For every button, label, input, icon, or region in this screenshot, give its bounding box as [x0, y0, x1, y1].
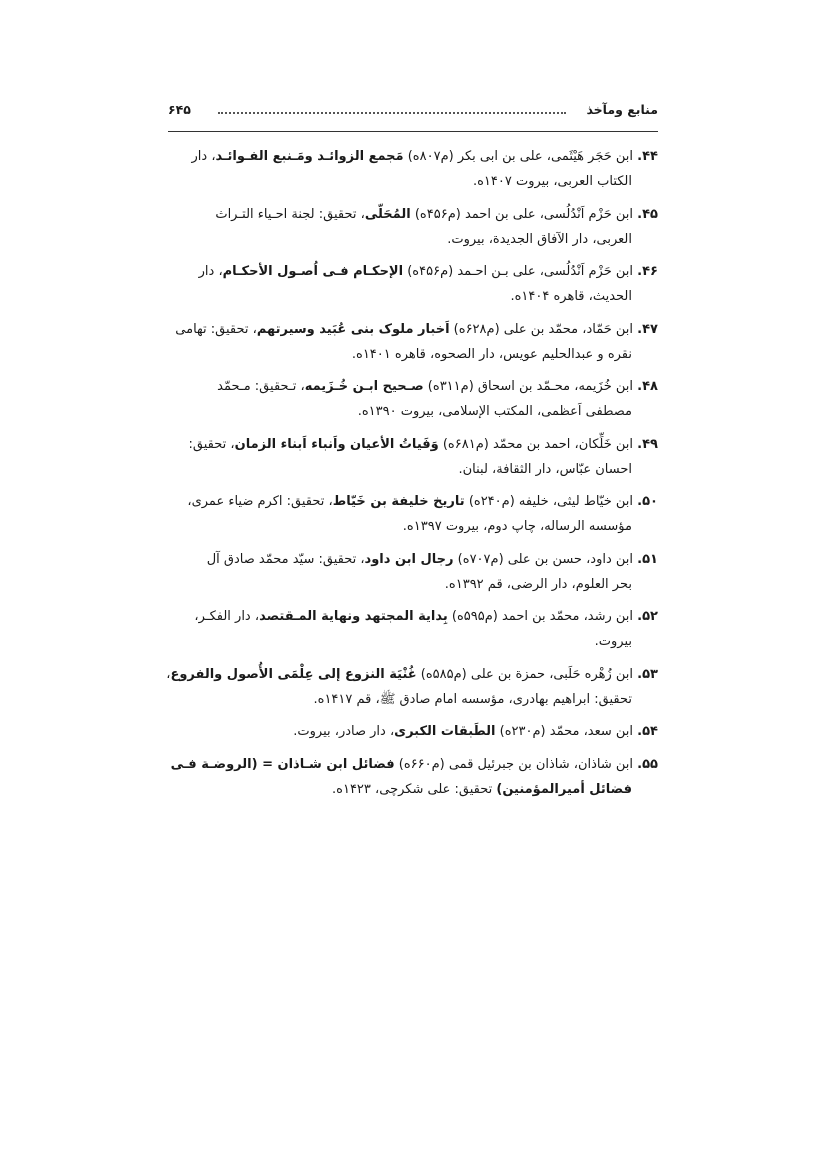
entry-line — [168, 604, 658, 629]
entry-text: ابن شاذان، شاذان بن جبرئیل قمی (م۶۶۰ه) — [398, 756, 634, 772]
entry-line — [168, 752, 658, 777]
entry-number: ۵۴. — [637, 724, 658, 739]
entry-line — [168, 719, 658, 744]
page-number: ۶۴۵ — [168, 102, 191, 117]
entry-text-after: ، — [166, 666, 171, 682]
entry-text: ابن خیّاط لیثی، خلیفه (م۲۴۰ه) — [468, 494, 634, 509]
bibliography-entry — [168, 547, 658, 597]
entry-text: مؤسسه الرساله، چاپ دوم، بیروت ۱۳۹۷ه. — [402, 519, 632, 534]
entry-text: احسان عبّاس، دار الثقافة، لبنان. — [458, 461, 632, 477]
entry-text-after: ، دار صادر، بیروت. — [293, 724, 395, 739]
entry-line — [168, 144, 658, 169]
bibliography-entry — [168, 662, 658, 712]
entry-text-after: ، دار الفکـر، — [194, 609, 260, 624]
entry-text-after: ، تحقیق: — [188, 436, 235, 452]
entry-text: ابن داود، حسن بن علی (م۷۰۷ه) — [457, 551, 634, 567]
work-title: تاریخ خلیفة بن خَیّاط — [332, 494, 465, 509]
entry-number: ۵۱. — [637, 551, 658, 567]
entry-text: ابن حَجَر هَیْثَمی، علی بن ابی بکر (م۸۰۷ه) — [407, 149, 634, 164]
entry-line — [168, 342, 658, 367]
work-title: مَجمع الزوائـد ومَـنبع الفـوائـد — [215, 149, 404, 164]
entry-text: الکتاب العربی، بیروت ۱۴۰۷ه. — [472, 174, 632, 189]
entry-line — [168, 317, 658, 342]
entry-text: تحقیق: ابراهیم بهادری، مؤسسه امام صادق ﷺ، قم ۱۴۱۷ه. — [313, 691, 632, 707]
work-title: وَفَیاتُ الأعیان واَنباء اَبناء الزمان — [234, 436, 439, 452]
entry-line — [168, 259, 658, 284]
entry-number: ۴۸. — [637, 379, 658, 394]
entry-text: ابن سعد، محمّد (م۲۳۰ه) — [499, 724, 634, 739]
entry-line — [168, 547, 658, 572]
work-title: صـحیح ابـن خُـزَیمه — [304, 379, 424, 394]
entry-number: ۴۶. — [637, 264, 658, 279]
entry-line — [168, 662, 658, 687]
entry-text: العربی، دار الآفاق الجدیدة، بیروت. — [447, 231, 632, 247]
bibliography-list — [168, 144, 658, 809]
entry-line — [168, 432, 658, 457]
bibliography-entry — [168, 489, 658, 539]
entry-line — [168, 687, 658, 712]
bibliography-entry — [168, 432, 658, 482]
work-title: الإحکـام فـی اُصـول الأحکـام — [222, 264, 404, 279]
entry-text: نقره و عبدالحلیم عویس، دار الصحوه، قاهره ۱۴۰۱ه. — [351, 346, 632, 362]
entry-number: ۵۵. — [637, 756, 658, 772]
work-title: الطَبقات الکبری — [394, 724, 496, 739]
entry-text-after: ، تحقیق: لجنة احـیاء التـراث — [215, 206, 365, 222]
work-title: فضائل أمیرالمؤمنین) — [496, 781, 632, 797]
bibliography-entry — [168, 202, 658, 252]
entry-text: ابن حَزْم اَنْدُلُسی، علی بـن احـمد (م۴۵۶ه) — [407, 264, 634, 279]
entry-text: ابن زُهْره حَلَبی، حمزة بن علی (م۵۸۵ه) — [420, 666, 634, 682]
entry-text: ابن رشد، محمّد بن احمد (م۵۹۵ه) — [451, 609, 634, 624]
entry-number: ۵۲. — [637, 609, 658, 624]
bibliography-entry — [168, 144, 658, 194]
entry-line — [168, 202, 658, 227]
entry-number: ۴۹. — [637, 436, 658, 452]
entry-text: بیروت. — [594, 634, 632, 649]
dot-leader — [218, 112, 566, 114]
entry-number: ۴۴. — [637, 149, 658, 164]
entry-text-after: ، دار — [191, 149, 216, 164]
header-rule — [168, 131, 658, 132]
page-header — [168, 100, 658, 126]
work-title: فضائل ابن شـاذان = (الروضـة فـی — [170, 756, 395, 772]
entry-line — [168, 284, 658, 309]
entry-text: ابن حَزْم اَنْدُلُسی، علی بن احمد (م۴۵۶ه) — [414, 206, 634, 222]
entry-number: ۴۷. — [637, 321, 658, 337]
bibliography-entry — [168, 752, 658, 802]
entry-text-after: ، دار — [198, 264, 223, 279]
entry-text: مصطفی اَعظمی، المکتب الإسلامی، بیروت ۱۳۹۰ه. — [357, 404, 632, 419]
bibliography-entry — [168, 374, 658, 424]
entry-text-after: تحقیق: علی شکرچی، ۱۴۲۳ه. — [332, 781, 497, 797]
entry-number: ۴۵. — [637, 206, 658, 222]
entry-line — [168, 514, 658, 539]
entry-line — [168, 399, 658, 424]
work-title: رجال ابن داود — [364, 551, 454, 567]
entry-line — [168, 374, 658, 399]
work-title: اَخبار ملوک بنی عُبَید وسیرتهم — [256, 321, 450, 337]
entry-line — [168, 629, 658, 654]
entry-text-after: ، تـحقیق: مـحمّد — [217, 379, 305, 394]
entry-text: ابن خَلِّکان، احمد بن محمّد (م۶۸۱ه) — [442, 436, 634, 452]
bibliography-entry — [168, 604, 658, 654]
entry-number: ۵۳. — [637, 666, 658, 682]
bibliography-entry — [168, 259, 658, 309]
entry-text: الحدیث، قاهره ۱۴۰۴ه. — [510, 289, 632, 304]
bibliography-entry — [168, 317, 658, 367]
entry-line — [168, 572, 658, 597]
work-title: بِدایة المجتهد ونهایة المـقتصد — [259, 609, 448, 624]
entry-line — [168, 169, 658, 194]
entry-text-after: ، تحقیق: سیّد محمّد صادق آل — [206, 551, 365, 567]
work-title: غُنْیَة النزوع إلی عِلْمَی الأُصول والفروع — [170, 666, 417, 682]
entry-text-after: ، تحقیق: تهامی — [175, 321, 257, 337]
entry-number: ۵۰. — [637, 494, 658, 509]
entry-line — [168, 227, 658, 252]
running-title: منابع ومآخذ — [586, 102, 658, 117]
entry-text-after: ، تحقیق: اکرم ضیاء عمری، — [187, 494, 333, 509]
entry-text: بحر العلوم، دار الرضی، قم ۱۳۹۲ه. — [444, 576, 632, 592]
entry-line — [168, 777, 658, 802]
entry-line — [168, 457, 658, 482]
entry-text: ابن خُزَیمه، محـمّد بن اسحاق (م۳۱۱ه) — [427, 379, 634, 394]
work-title: المُحَلّی — [364, 206, 411, 222]
entry-line — [168, 489, 658, 514]
bibliography-entry — [168, 719, 658, 744]
entry-text: ابن حَمّاد، محمّد بن علی (م۶۲۸ه) — [453, 321, 634, 337]
